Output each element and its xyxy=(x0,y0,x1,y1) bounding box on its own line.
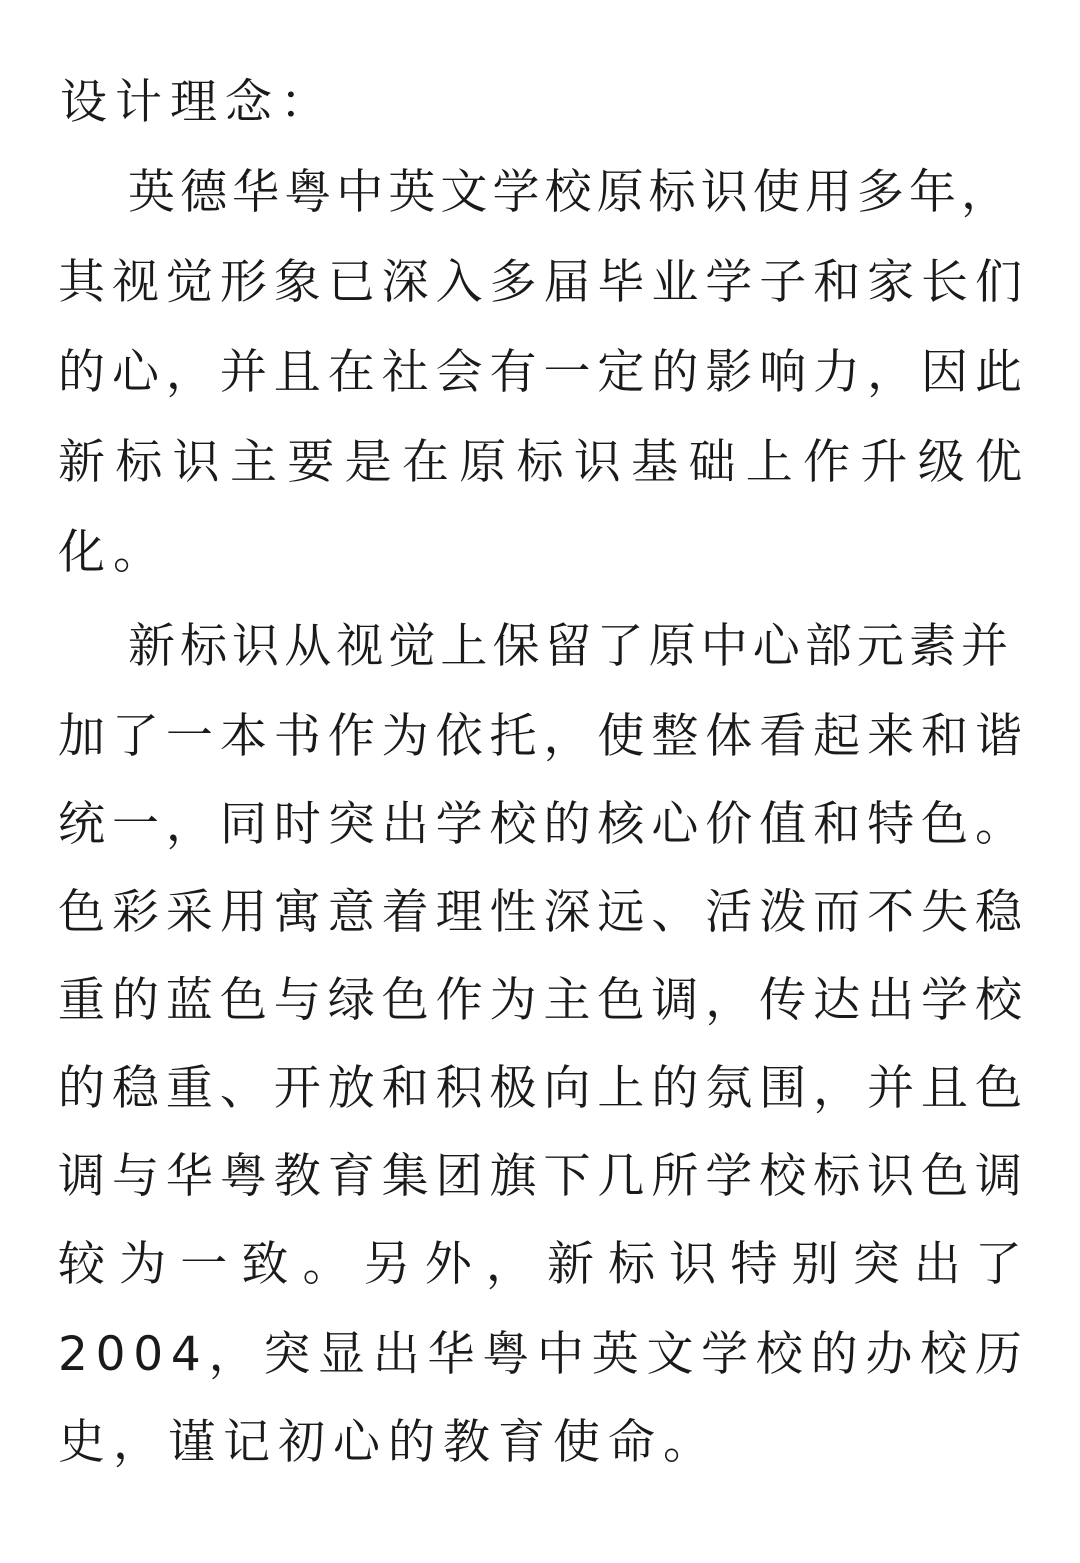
paragraph-2-line-8: 较 为 一 致 。 另 外 ， 新 标 识 特 别 突 出 了 xyxy=(58,1237,1022,1292)
paragraph-2-line-9: 2 0 0 4 ， 突 显 出 华 粤 中 英 文 学 校 的 办 校 历 xyxy=(58,1327,1022,1382)
paragraph-2-line-5: 重 的 蓝 色 与 绿 色 作 为 主 色 调 ， 传 达 出 学 校 xyxy=(58,973,1022,1028)
paragraph-2-line-6: 的 稳 重 、 开 放 和 积 极 向 上 的 氛 围 ， 并 且 色 xyxy=(58,1061,1022,1116)
paragraph-1-line-1: 英 德 华 粤 中 英 文 学 校 原 标 识 使 用 多 年 ， xyxy=(128,165,1008,220)
paragraph-1-line-4: 新 标 识 主 要 是 在 原 标 识 基 础 上 作 升 级 优 xyxy=(58,435,1022,490)
heading: 设计理念： xyxy=(60,75,335,130)
paragraph-1-line-3: 的 心 ， 并 且 在 社 会 有 一 定 的 影 响 力 ， 因 此 xyxy=(58,345,1022,400)
paragraph-2-line-1: 新 标 识 从 视 觉 上 保 留 了 原 中 心 部 元 素 并 xyxy=(128,619,1008,674)
paragraph-2-line-10: 史，谨记初心的教育使命。 xyxy=(58,1415,718,1470)
paragraph-2-line-7: 调 与 华 粤 教 育 集 团 旗 下 几 所 学 校 标 识 色 调 xyxy=(58,1149,1022,1204)
paragraph-2-line-3: 统 一 ， 同 时 突 出 学 校 的 核 心 价 值 和 特 色 。 xyxy=(58,797,1022,852)
paragraph-1-line-5: 化。 xyxy=(58,525,168,580)
paragraph-2-line-4: 色 彩 采 用 寓 意 着 理 性 深 远 、 活 泼 而 不 失 稳 xyxy=(58,885,1022,940)
paragraph-1-line-2: 其 视 觉 形 象 已 深 入 多 届 毕 业 学 子 和 家 长 们 xyxy=(58,255,1022,310)
paragraph-2-line-2: 加 了 一 本 书 作 为 依 托 ， 使 整 体 看 起 来 和 谐 xyxy=(58,709,1022,764)
